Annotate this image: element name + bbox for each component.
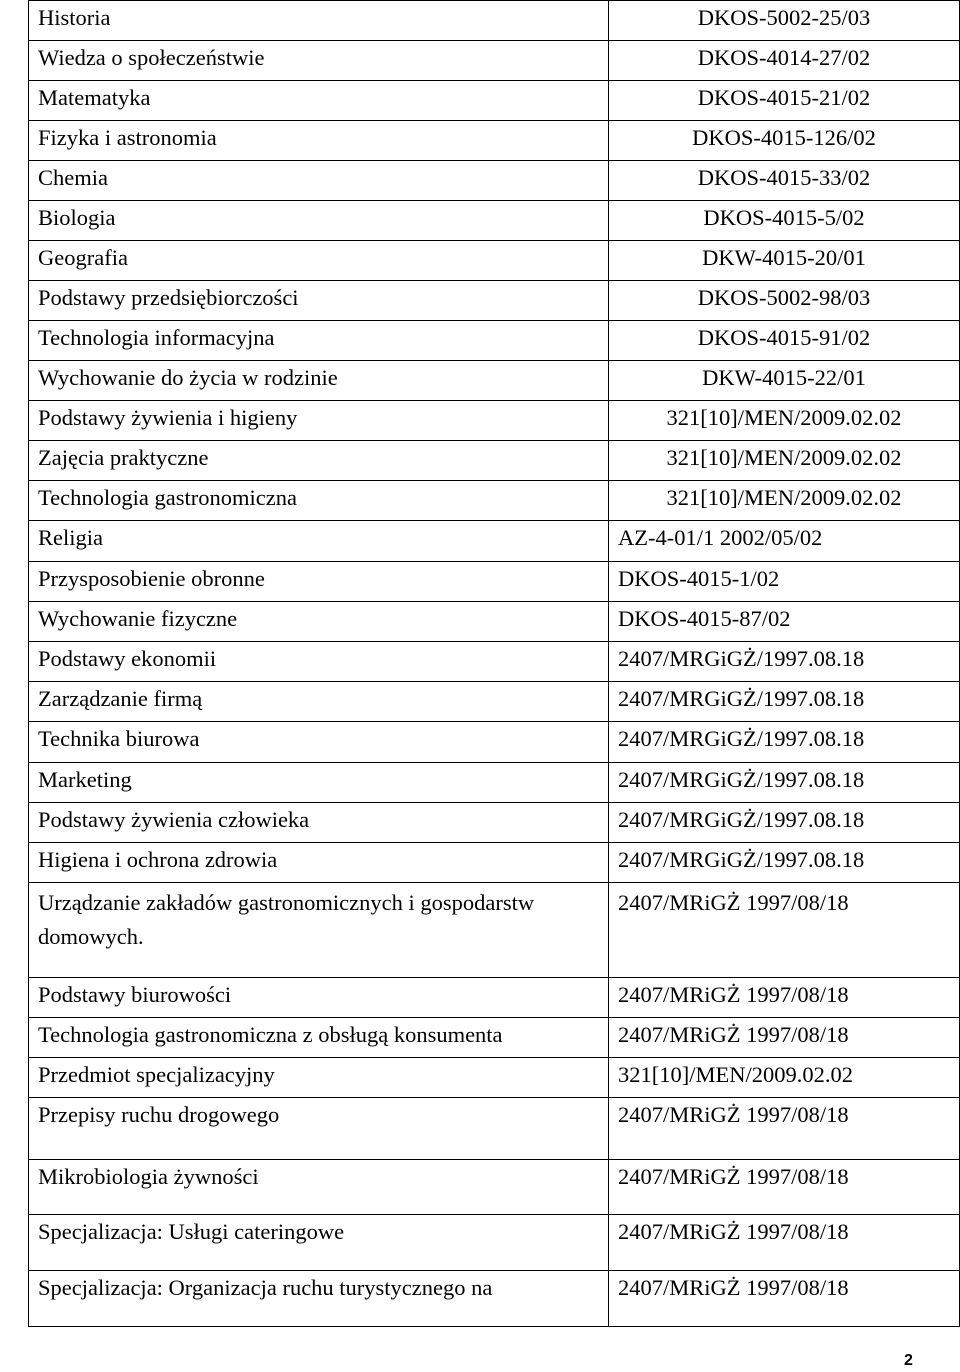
subject-cell: Przepisy ruchu drogowego [29, 1098, 609, 1160]
table-row [29, 722, 960, 763]
subject-cell: Mikrobiologia żywności [29, 1160, 609, 1215]
program-code-cell: 2407/MRiGŻ 1997/08/18 [609, 1098, 960, 1160]
table-row [29, 361, 960, 401]
table-row [29, 803, 960, 843]
table-row [29, 1018, 960, 1058]
program-code-cell: DKOS-4015-87/02 [609, 602, 960, 642]
program-code-cell: DKOS-4015-21/02 [609, 81, 960, 121]
program-code-cell: 2407/MRGiGŻ/1997.08.18 [609, 763, 960, 803]
table-row [29, 602, 960, 642]
program-code-cell: 2407/MRGiGŻ/1997.08.18 [609, 642, 960, 682]
table-row [29, 281, 960, 321]
subject-cell: Urządzanie zakładów gastronomicznych i gospodarstw domowych. [29, 883, 609, 978]
program-code-cell: 2407/MRGiGŻ/1997.08.18 [609, 843, 960, 883]
table-row [29, 642, 960, 682]
subject-cell: Technologia gastronomiczna [29, 481, 609, 521]
program-code-cell: DKW-4015-22/01 [609, 361, 960, 401]
table-row [29, 121, 960, 161]
program-code-cell: 2407/MRiGŻ 1997/08/18 [609, 978, 960, 1018]
table-row [29, 763, 960, 803]
table-row [29, 978, 960, 1018]
subject-cell: Przysposobienie obronne [29, 562, 609, 602]
curriculum-table [28, 0, 960, 1327]
subject-cell: Matematyka [29, 81, 609, 121]
subject-cell: Religia [29, 521, 609, 562]
subject-cell: Higiena i ochrona zdrowia [29, 843, 609, 883]
subject-cell: Zajęcia praktyczne [29, 441, 609, 481]
table-row [29, 201, 960, 241]
program-code-cell: 321[10]/MEN/2009.02.02 [609, 441, 960, 481]
program-code-cell: DKOS-4014-27/02 [609, 41, 960, 81]
table-row [29, 241, 960, 281]
subject-cell: Wychowanie do życia w rodzinie [29, 361, 609, 401]
subject-cell: Wiedza o społeczeństwie [29, 41, 609, 81]
table-row [29, 161, 960, 201]
program-code-cell: DKOS-4015-91/02 [609, 321, 960, 361]
program-code-cell: DKOS-4015-33/02 [609, 161, 960, 201]
subject-cell: Podstawy przedsiębiorczości [29, 281, 609, 321]
program-code-cell: 2407/MRiGŻ 1997/08/18 [609, 1271, 960, 1327]
subject-cell: Podstawy biurowości [29, 978, 609, 1018]
table-row [29, 321, 960, 361]
table-row [29, 1215, 960, 1271]
table-row [29, 1160, 960, 1215]
table-row [29, 682, 960, 722]
program-code-cell: 2407/MRiGŻ 1997/08/18 [609, 1215, 960, 1271]
subject-cell: Specjalizacja: Usługi cateringowe [29, 1215, 609, 1271]
program-code-cell: 2407/MRiGŻ 1997/08/18 [609, 1160, 960, 1215]
table-row [29, 1271, 960, 1327]
program-code-cell: 2407/MRGiGŻ/1997.08.18 [609, 682, 960, 722]
subject-cell: Specjalizacja: Organizacja ruchu turystycznego na [29, 1271, 609, 1327]
program-code-cell: DKOS-4015-5/02 [609, 201, 960, 241]
table-row [29, 481, 960, 521]
subject-cell: Podstawy żywienia i higieny [29, 401, 609, 441]
program-code-cell: 2407/MRGiGŻ/1997.08.18 [609, 722, 960, 763]
subject-cell: Geografia [29, 241, 609, 281]
subject-cell: Technologia gastronomiczna z obsługą konsumenta [29, 1018, 609, 1058]
subject-cell: Biologia [29, 201, 609, 241]
subject-cell: Zarządzanie firmą [29, 682, 609, 722]
program-code-cell: 321[10]/MEN/2009.02.02 [609, 1058, 960, 1098]
program-code-cell: DKOS-5002-98/03 [609, 281, 960, 321]
program-code-cell: 2407/MRiGŻ 1997/08/18 [609, 883, 960, 978]
subject-cell: Fizyka i astronomia [29, 121, 609, 161]
subject-cell: Przedmiot specjalizacyjny [29, 1058, 609, 1098]
table-row [29, 1098, 960, 1160]
table-row [29, 441, 960, 481]
program-code-cell: 2407/MRiGŻ 1997/08/18 [609, 1018, 960, 1058]
subject-cell: Historia [29, 1, 609, 41]
program-code-cell: DKOS-4015-126/02 [609, 121, 960, 161]
table-row [29, 562, 960, 602]
table-row [29, 1058, 960, 1098]
subject-cell: Technika biurowa [29, 722, 609, 763]
subject-cell: Podstawy żywienia człowieka [29, 803, 609, 843]
program-code-cell: DKOS-5002-25/03 [609, 1, 960, 41]
table-row [29, 843, 960, 883]
program-code-cell: DKOS-4015-1/02 [609, 562, 960, 602]
table-row [29, 401, 960, 441]
table-row [29, 521, 960, 562]
subject-cell: Podstawy ekonomii [29, 642, 609, 682]
subject-cell: Wychowanie fizyczne [29, 602, 609, 642]
program-code-cell: 321[10]/MEN/2009.02.02 [609, 481, 960, 521]
program-code-cell: 321[10]/MEN/2009.02.02 [609, 401, 960, 441]
table-row [29, 883, 960, 978]
table-row [29, 1, 960, 41]
subject-cell: Technologia informacyjna [29, 321, 609, 361]
subject-cell: Chemia [29, 161, 609, 201]
program-code-cell: 2407/MRGiGŻ/1997.08.18 [609, 803, 960, 843]
page-number: 2 [904, 1352, 913, 1369]
program-code-cell: AZ-4-01/1 2002/05/02 [609, 521, 960, 562]
table-row [29, 41, 960, 81]
subject-cell: Marketing [29, 763, 609, 803]
table-row [29, 81, 960, 121]
program-code-cell: DKW-4015-20/01 [609, 241, 960, 281]
